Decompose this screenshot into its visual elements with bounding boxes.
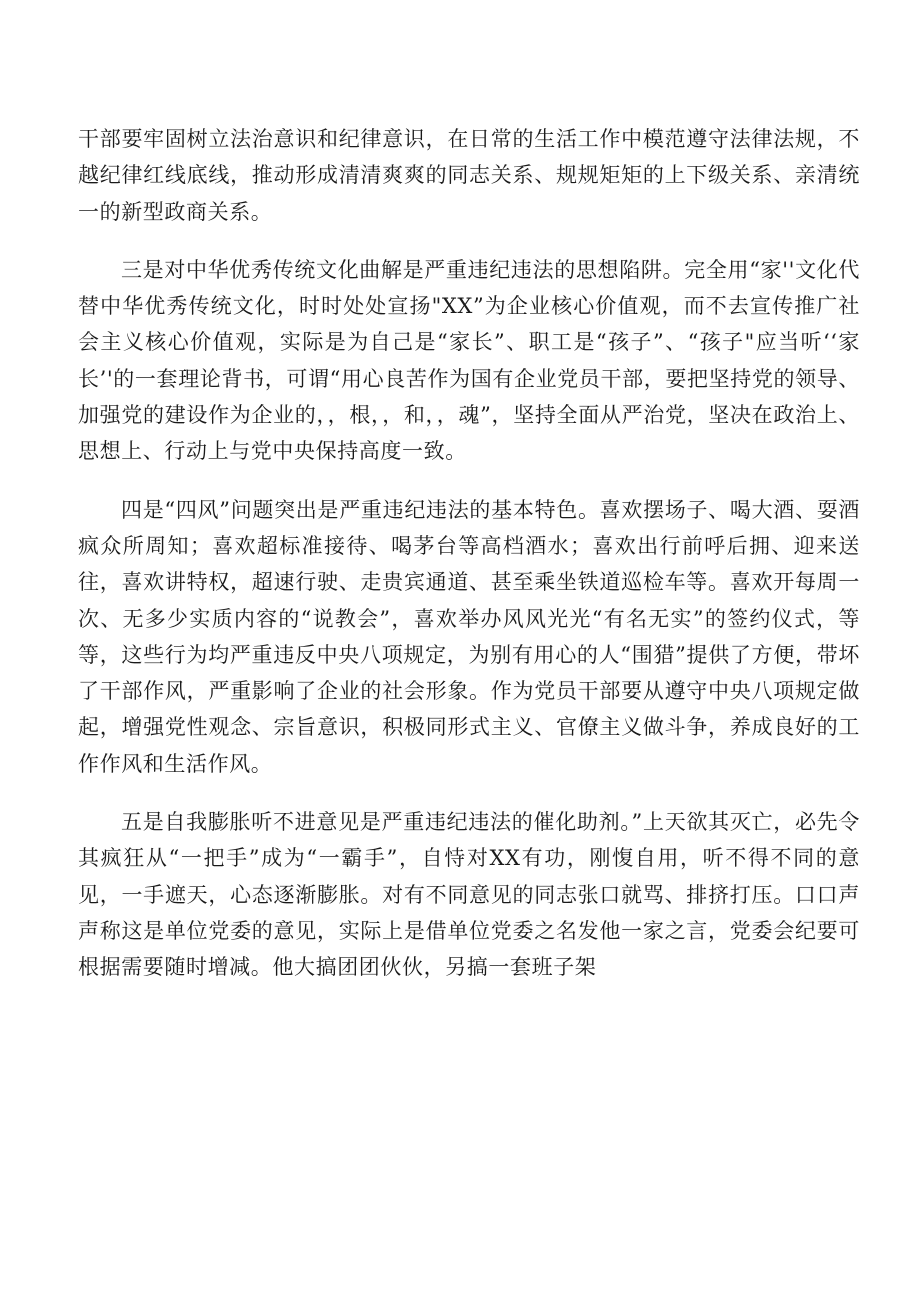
paragraph-point-four: 四是“四风”问题突出是严重违纪违法的基本特色。喜欢摆场子、喝大酒、耍酒疯众所周知；喜欢超标准接待、喝茅台等高档酒水；喜欢出行前呼后拥、迎来送往，喜欢讲特权，超速行驶、走贵宾通道、甚至乘坐铁道巡检车等。喜欢开每周一次、无多少实质内容的“说教会”，喜欢举办风风光光“有名无实”的签约仪式，等等，这些行为均严重违反中央八项规定，为别有用心的人“围猎”提供了方便，带坏了干部作风，严重影响了企业的社会形象。作为党员干部要从遵守中央八项规定做起，增强党性观念、宗旨意识，积极同形式主义、官僚主义做斗争，养成良好的工作作风和生活作风。 xyxy=(78,497,860,776)
paragraph-point-five: 五是自我膨胀听不进意见是严重违纪违法的催化助剂。”上天欲其灭亡，必先令其疯狂从“一把手”成为“一霸手”，自恃对XX有功，刚愎自用，听不得不同的意见，一手遮天，心态逐渐膨胀。对有不同意见的同志张口就骂、排挤打压。口口声声称这是单位党委的意见，实际上是借单位党委之名发他一家之言，党委会纪要可根据需要随时增减。他大搞团团伙伙，另搞一套班子架 xyxy=(78,810,860,980)
paragraph-point-three: 三是对中华优秀传统文化曲解是严重违纪违法的思想陷阱。完全用“家''文化代替中华优秀传统文化，时时处处宣扬"XX”为企业核心价值观，而不去宣传推广社会主义核心价值观，实际是为自己是“家长”、职工是“孩子”、“孩子"应当听‘‘家长’'的一套理论背书，可谓“用心良苦作为国有企业党员干部，要把坚持党的领导、加强党的建设作为企业的，，根，，和，，魂”，坚持全面从严治党，坚决在政治上、思想上、行动上与党中央保持高度一致。 xyxy=(78,257,860,464)
document-body xyxy=(78,121,860,1008)
paragraph-continuation: 干部要牢固树立法治意识和纪律意识，在日常的生活工作中模范遵守法律法规，不越纪律红线底线，推动形成清清爽爽的同志关系、规规矩矩的上下级关系、亲清统一的新型政商关系。 xyxy=(78,127,860,224)
